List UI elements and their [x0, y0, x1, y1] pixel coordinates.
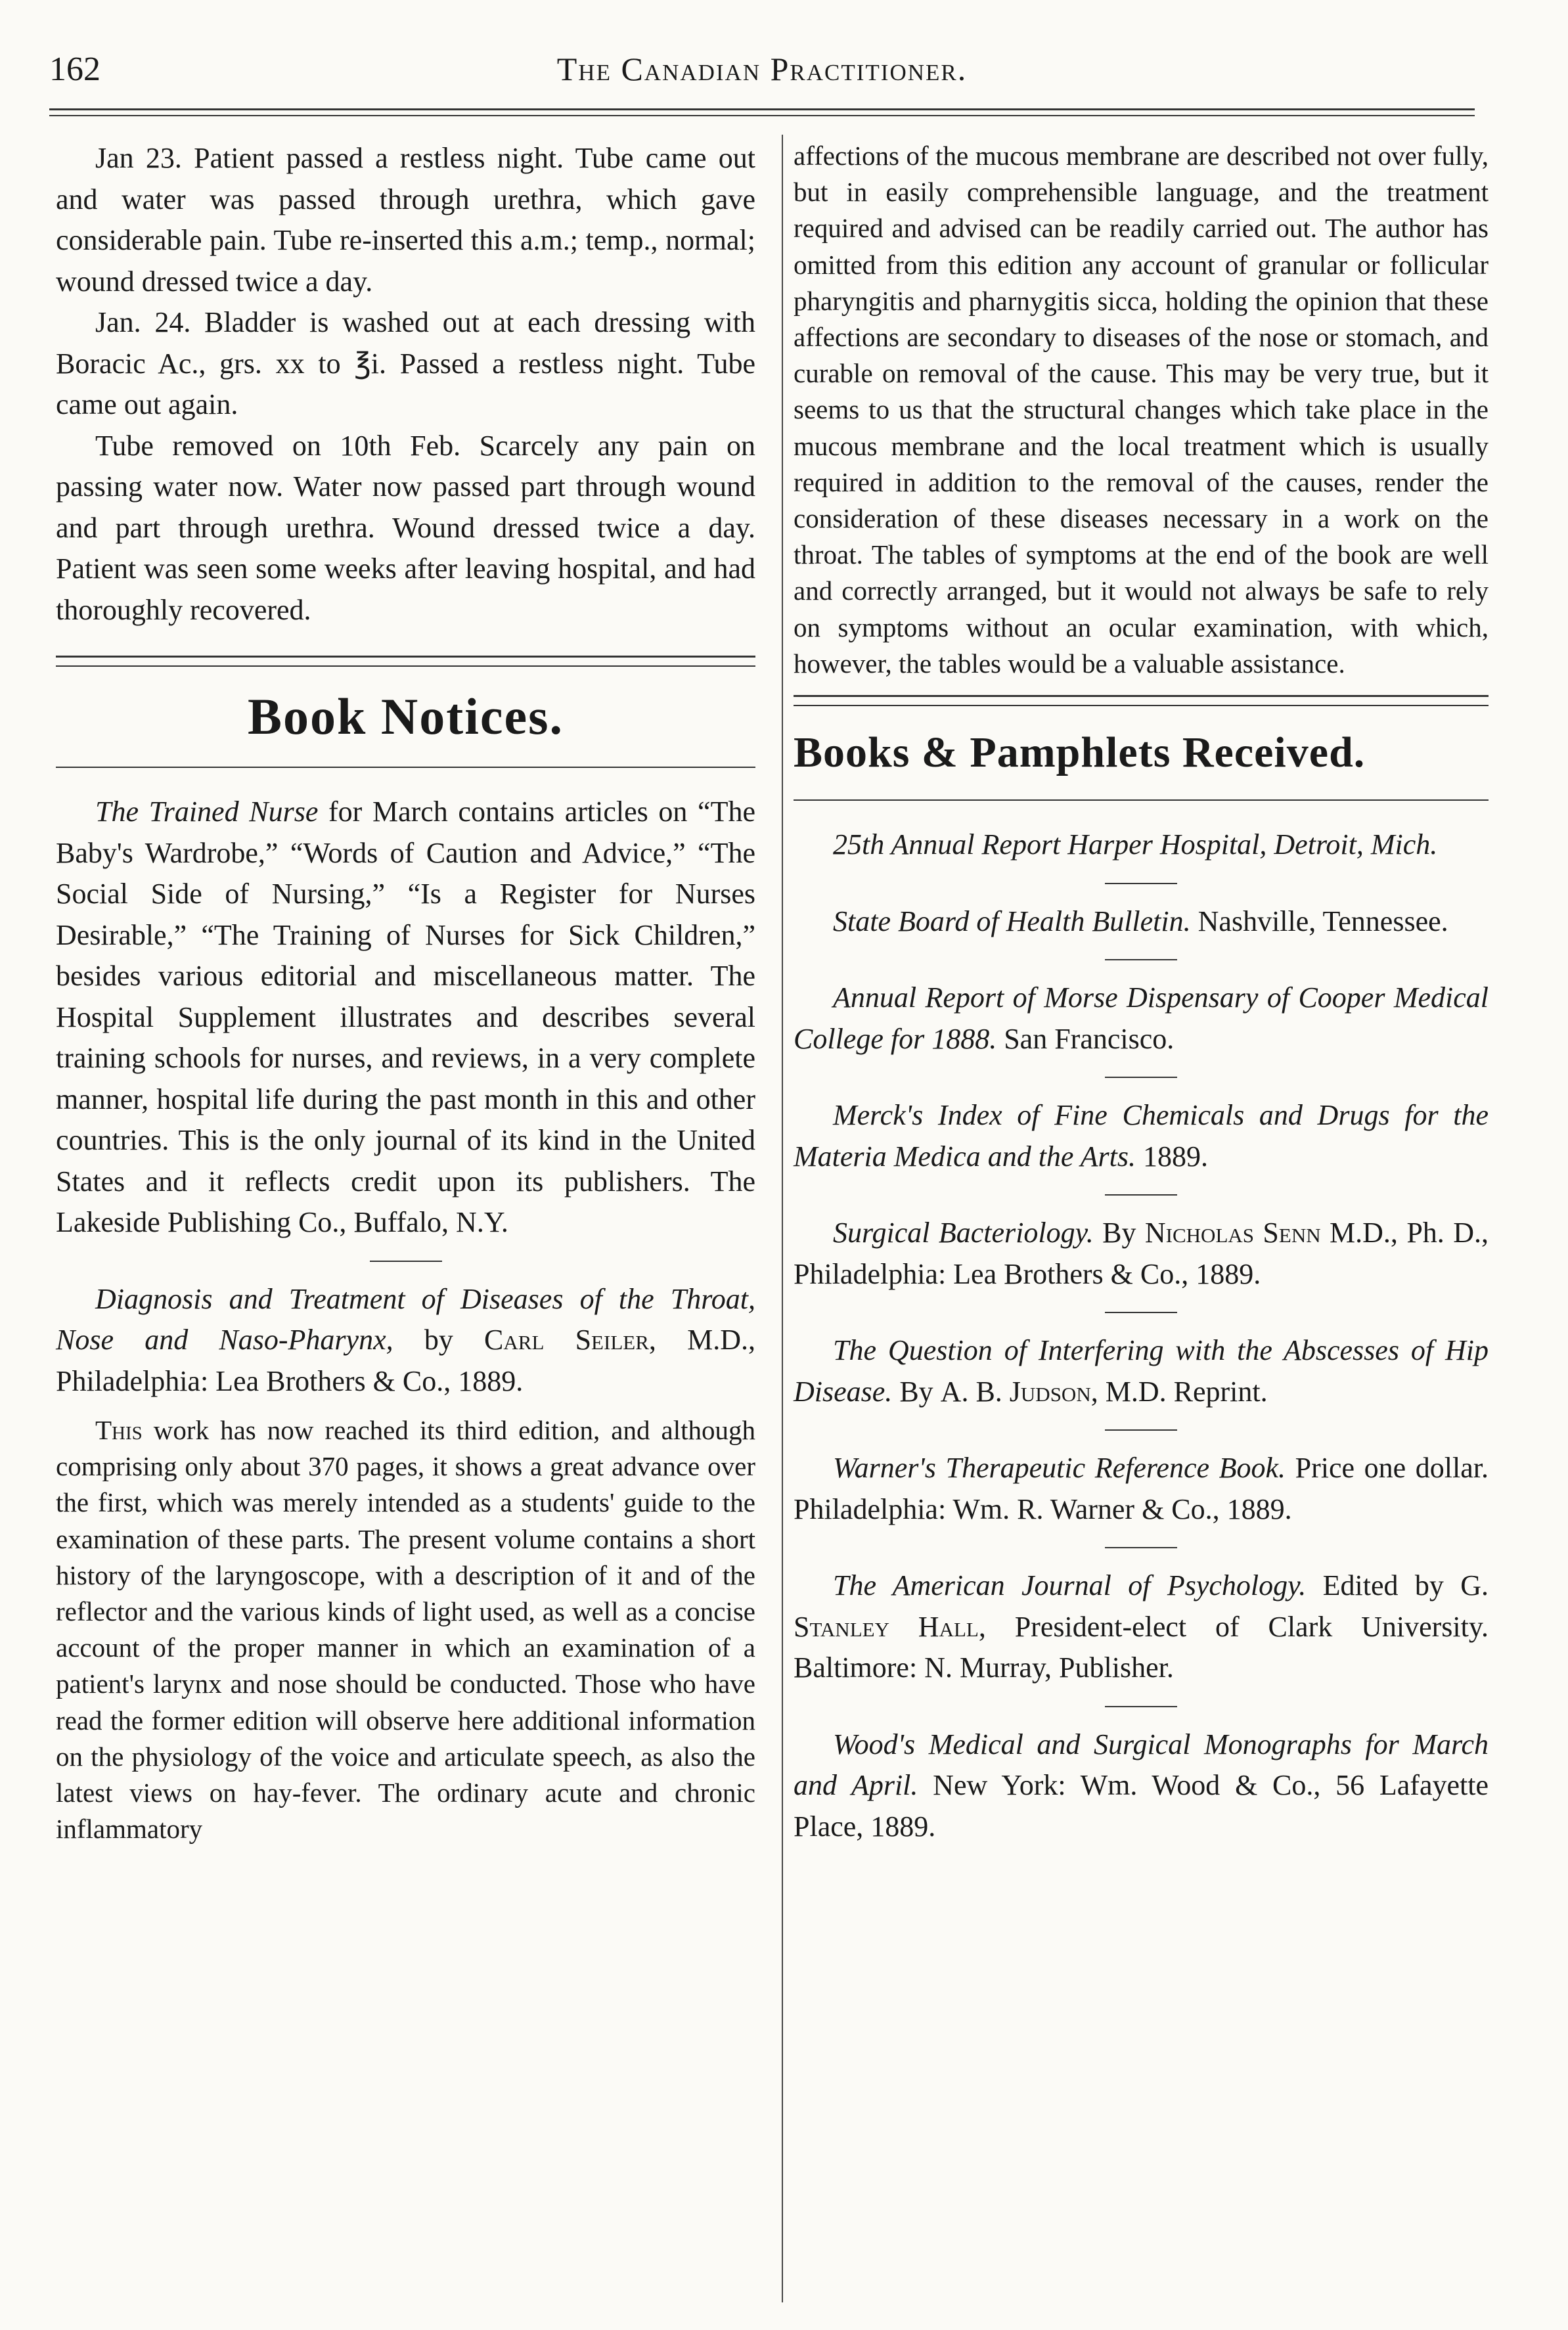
left-column: [56, 138, 755, 1847]
book-title: Diagnosis and Treatment of Diseases of the Throat, Nose and Naso-Pharynx,: [56, 1282, 755, 1356]
entry-title: The Question of Interfering with the Abscesses of Hip Disease.: [794, 1334, 1489, 1408]
received-entry: [794, 1565, 1489, 1689]
entry-title: The American Journal of Psychology.: [833, 1569, 1307, 1602]
book-citation: [56, 1279, 755, 1402]
entry-details: , M.D. Reprint.: [1090, 1375, 1268, 1408]
entry-separator: [1105, 1706, 1177, 1707]
received-entry: [794, 824, 1489, 866]
entry-details: Nashville, Tennessee.: [1190, 905, 1448, 937]
book-notices-heading: Book Notices.: [248, 688, 564, 745]
section-rule: [794, 695, 1489, 706]
received-entry: [794, 977, 1489, 1060]
received-entry: [794, 901, 1489, 943]
entry-title: Merck's Index of Fine Chemicals and Drugs for the Materia Medica and the Arts.: [794, 1099, 1489, 1173]
citation-by: by: [393, 1324, 485, 1356]
running-head: The Canadian Practitioner.: [556, 51, 968, 87]
review-text: work has now reached its third edition, and although comprising only about 370 pages, it shows a great advance over the first, which was merely intended as a students' guide to the examination of these parts. The present volume contains a short history of the laryngoscope, with a description of it and of the reflector and the various kinds of light used, as well as a concise account of the proper manner in which an examination of a patient's larynx and nose should be conducted. Those who have read the former edition will observe here additional information on the physiology of the voice and articulate speech, as also the latest views on hay-fever. The ordinary acute and chronic inflammatory: [56, 1415, 755, 1845]
case-paragraph: Jan 23. Patient passed a restless night. Tube came out and water was passed through urethra, which gave considerable pain. Tube re-inserted this a.m.; temp., normal; wound dressed twice a day.: [56, 142, 755, 298]
entry-title: 25th Annual Report Harper Hospital, Detroit, Mich.: [833, 828, 1438, 861]
entry-separator: [1105, 1312, 1177, 1313]
entry-details: , President-elect of Clark University. Baltimore: N. Murray, Publisher.: [794, 1610, 1489, 1684]
entry-separator: [1105, 1547, 1177, 1548]
entry-title: Surgical Bacteriology.: [833, 1217, 1094, 1249]
entry-by: By: [1093, 1217, 1145, 1249]
received-entry: [794, 1448, 1489, 1530]
entry-separator: [1105, 1429, 1177, 1431]
entry-details: New York: Wm. Wood & Co., 56 Lafayette Place, 1889.: [794, 1769, 1489, 1843]
received-list: [794, 824, 1489, 1847]
review-lead-word: This: [95, 1415, 143, 1445]
citation-author: Carl Seiler: [484, 1324, 649, 1356]
header-rule-lower: [49, 115, 1475, 116]
entry-by: Edited by: [1306, 1569, 1461, 1602]
entry-title: Warner's Therapeutic Reference Book.: [833, 1452, 1286, 1485]
entry-details: Price one dollar. Philadelphia: Wm. R. Warner & Co., 1889.: [794, 1452, 1489, 1525]
case-paragraph: Jan. 24. Bladder is washed out at each dressing with Boracic Ac., grs. xx to ℥i. Passed a restless night. Tube came out again.: [56, 306, 755, 420]
entry-author: Nicholas Senn: [1144, 1217, 1321, 1249]
section-rule: [56, 656, 755, 667]
right-column: [794, 138, 1489, 1847]
column-divider: [782, 135, 783, 2302]
entry-separator: [370, 1261, 442, 1262]
entry-author: A. B. Judson: [940, 1375, 1091, 1408]
journal-title: The Trained Nurse: [95, 795, 319, 828]
entry-by: By: [892, 1375, 941, 1408]
books-received-heading: Books & Pamphlets Received.: [794, 728, 1366, 777]
heading-rule: [794, 799, 1489, 801]
review-paragraph: [56, 1412, 755, 1847]
header-rule: [49, 108, 1475, 110]
entry-details: 1889.: [1136, 1140, 1208, 1173]
entry-separator: [1105, 883, 1177, 884]
entry-title: Annual Report of Morse Dispensary of Cooper Medical College for 1888.: [794, 981, 1489, 1055]
entry-title: Wood's Medical and Surgical Monographs for March and April.: [794, 1728, 1489, 1802]
notice-text: for March contains articles on “The Baby's Wardrobe,” “Words of Caution and Advice,” “The Social Side of Nursing,” “Is a Register for Nurses Desirable,” “The Training of Nurses for Sick Children,” besides various editorial and miscellaneous matter. The Hospital Supplement illustrates and describes several training schools for nurses, and reviews, in a very complete manner, hospital life during the past month in this and other countries. This is the only journal of its kind in the United States and it reflects credit upon its publishers. The Lakeside Publishing Co., Buffalo, N.Y.: [56, 795, 755, 1238]
entry-separator: [1105, 959, 1177, 960]
page-number: 162: [49, 51, 101, 88]
received-entry: [794, 1724, 1489, 1848]
trained-nurse-notice: [56, 792, 755, 1243]
review-continued: affections of the mucous membrane are described not over fully, but in easily comprehensible language, and the treatment required and advised can be readily carried out. The author has omitted from this edition any account of granular or follicular pharyngitis and pharnygitis sicca, holding the opinion that these affections are secondary to diseases of the nose or stomach, and curable on removal of the cause. This may be very true, but it seems to us that the structural changes which take place in the mucous membrane and the local treatment which is usually required in addition to the removal of the causes, render the consideration of these diseases necessary in a work on the throat. The tables of symptoms at the end of the book are well and correctly arranged, but it would not always be safe to rely on symptoms without an ocular examination, with which, however, the tables would be a valuable assistance.: [794, 141, 1489, 679]
citation-publisher: , M.D., Philadelphia: Lea Brothers & Co., 1889.: [56, 1324, 755, 1397]
entry-title: State Board of Health Bulletin.: [833, 905, 1191, 937]
entry-author: G. Stanley Hall: [794, 1569, 1489, 1643]
entry-details: San Francisco.: [997, 1022, 1175, 1055]
heading-rule: [56, 767, 755, 768]
entry-separator: [1105, 1077, 1177, 1078]
received-entry: [794, 1330, 1489, 1412]
entry-details: M.D., Ph. D., Philadelphia: Lea Brothers & Co., 1889.: [794, 1217, 1489, 1290]
received-entry: [794, 1095, 1489, 1177]
page-header: [49, 46, 1475, 105]
received-entry: [794, 1213, 1489, 1295]
entry-separator: [1105, 1194, 1177, 1196]
case-paragraph: Tube removed on 10th Feb. Scarcely any pain on passing water now. Water now passed part through wound and part through urethra. Wound dressed twice a day. Patient was seen some weeks after leaving hospital, and had thoroughly recovered.: [56, 429, 755, 626]
